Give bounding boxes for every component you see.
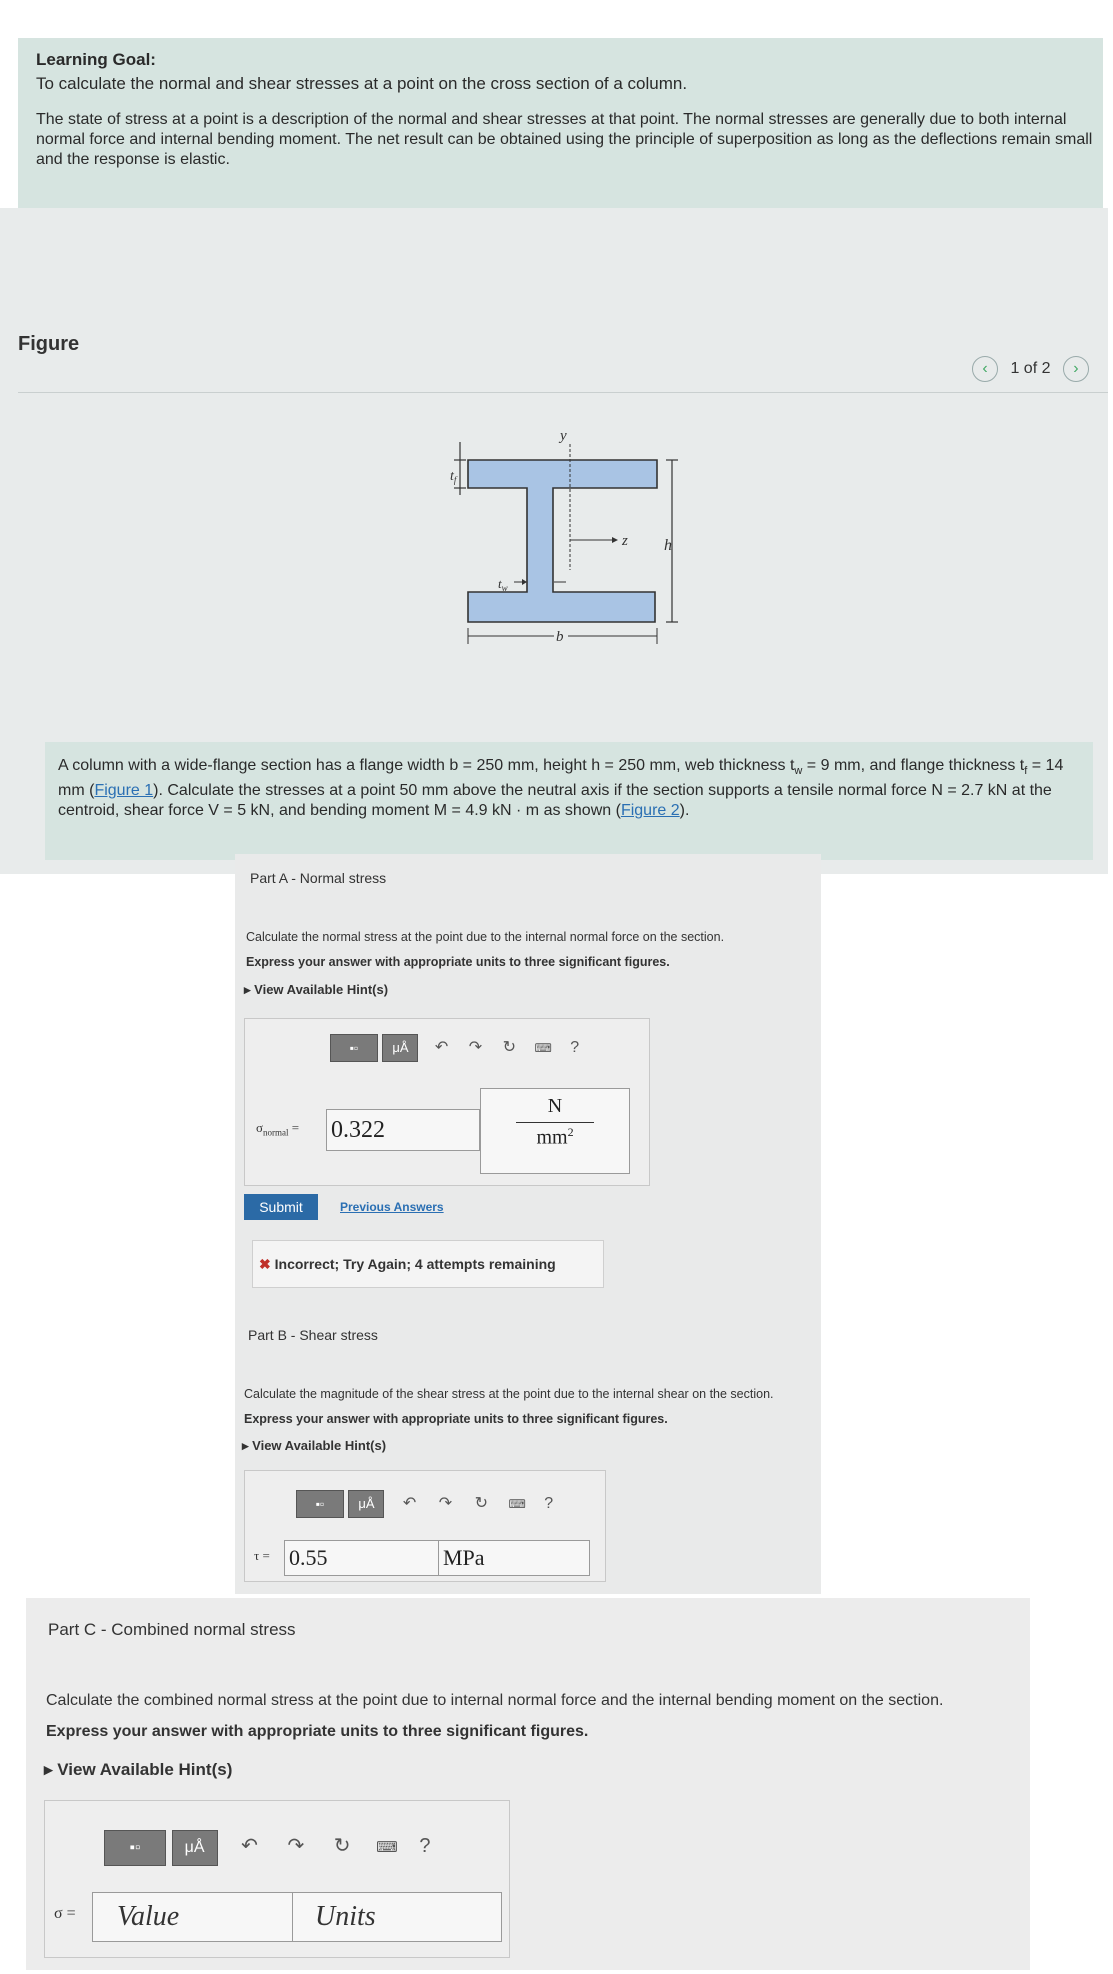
part-b-unit-input[interactable]: MPa — [438, 1540, 590, 1576]
learning-goal-title: Learning Goal: — [36, 50, 156, 69]
help-icon[interactable]: ? — [544, 1495, 554, 1512]
figure-2-link[interactable]: Figure 2 — [620, 802, 680, 820]
part-b-hint-toggle[interactable]: ▸ View Available Hint(s) — [242, 1438, 387, 1453]
part-a-title: Part A - Normal stress — [250, 870, 387, 886]
label-tf: $t_f$ — [450, 469, 457, 485]
undo-icon[interactable]: ↶ — [402, 1495, 417, 1512]
figure-counter: 1 of 2 — [1010, 360, 1051, 377]
units-mu-button[interactable]: μÅ — [382, 1034, 418, 1062]
part-c-unit-input[interactable]: Units — [292, 1892, 502, 1942]
problem-statement: A column with a wide-flange section has a flange width b = 250 mm, height h = 250 mm, web thickness $t_w = 9$ mm, and flange thickness $t_f = 14$ mm (Figure 1). Calculate the stresses at a point 50 mm above the neutral axis if the section supports a tensile normal force N = 2.7 kN at the centroid, shear force V = 5 kN, and bending moment M = 4.9 kN · m as shown (Figure 2). — [58, 757, 1064, 820]
caret-right-icon: ▸ — [242, 1438, 253, 1453]
part-b-instruction-bold: Express your answer with appropriate units to three significant figures. — [244, 1412, 668, 1426]
feedback-box: ✖ Incorrect; Try Again; 4 attempts remaining — [252, 1240, 604, 1288]
next-figure-button[interactable]: › — [1063, 356, 1089, 382]
help-icon[interactable]: ? — [419, 1835, 431, 1857]
submit-button[interactable]: Submit — [244, 1194, 318, 1220]
reset-icon[interactable]: ↻ — [474, 1495, 489, 1512]
label-b: b — [556, 629, 564, 645]
part-b-instruction: Calculate the magnitude of the shear stress at the point due to the internal shear on the section. — [244, 1387, 774, 1401]
template-icon[interactable]: ▪▫ — [104, 1830, 166, 1866]
part-c-toolbar — [104, 1830, 484, 1864]
part-b-toolbar — [296, 1490, 596, 1520]
redo-icon[interactable]: ↷ — [468, 1039, 483, 1056]
figure-label: Figure — [18, 333, 80, 355]
part-a-instruction-bold: Express your answer with appropriate units to three significant figures. — [246, 955, 670, 969]
learning-goal-paragraph: The state of stress at a point is a description of the normal and shear stresses at that point. The normal stresses are generally due to both internal normal force and internal bending moment. The net result can be obtained using the principle of superposition as long as the deflections remain small and the response is elastic. — [36, 111, 1093, 168]
keyboard-icon[interactable]: ⌨ — [508, 1497, 526, 1511]
part-c-title: Part C - Combined normal stress — [48, 1620, 296, 1639]
part-a-instruction: Calculate the normal stress at the point due to the internal normal force on the section. — [246, 930, 725, 944]
part-c-value-input[interactable]: Value — [92, 1892, 314, 1942]
help-icon[interactable]: ? — [570, 1039, 580, 1056]
part-c-hint-toggle[interactable]: ▸ View Available Hint(s) — [44, 1760, 233, 1779]
learning-goal-subtitle: To calculate the normal and shear stresses at a point on the cross section of a column. — [36, 74, 688, 93]
figure-divider — [18, 392, 1108, 393]
label-z: z — [622, 533, 628, 549]
wide-flange-figure — [430, 420, 710, 660]
part-b-title: Part B - Shear stress — [248, 1327, 378, 1343]
figure-navigation — [972, 356, 1102, 382]
label-tw: $t_w$ — [498, 576, 508, 593]
label-y: y — [560, 428, 567, 444]
template-icon[interactable]: ▪▫ — [296, 1490, 344, 1518]
incorrect-x-icon: ✖ — [259, 1256, 271, 1272]
figure-1-link[interactable]: Figure 1 — [94, 782, 154, 800]
redo-icon[interactable]: ↷ — [287, 1835, 305, 1857]
sigma-label: σ = — [54, 1905, 76, 1922]
template-icon[interactable]: ▪▫ — [330, 1034, 378, 1062]
part-a-hint-toggle[interactable]: ▸ View Available Hint(s) — [244, 982, 389, 997]
reset-icon[interactable]: ↻ — [502, 1039, 517, 1056]
previous-answers-link[interactable]: Previous Answers — [340, 1200, 444, 1214]
part-c-instruction: Calculate the combined normal stress at the point due to internal normal force and the internal bending moment on the section. — [46, 1692, 944, 1709]
part-a-unit-input[interactable]: N $mm^2$ — [480, 1088, 630, 1174]
i-beam-section — [468, 460, 657, 622]
undo-icon[interactable]: ↶ — [241, 1835, 258, 1857]
label-h: h — [664, 537, 672, 554]
caret-right-icon: ▸ — [244, 982, 255, 997]
units-mu-button[interactable]: μÅ — [348, 1490, 384, 1518]
reset-icon[interactable]: ↻ — [333, 1835, 351, 1857]
part-b-value-input[interactable]: 0.55 — [284, 1540, 440, 1576]
part-a-value-input[interactable]: 0.322 — [326, 1109, 480, 1151]
undo-icon[interactable]: ↶ — [434, 1039, 449, 1056]
keyboard-icon[interactable]: ⌨ — [376, 1839, 398, 1856]
units-mu-button[interactable]: μÅ — [172, 1830, 218, 1866]
redo-icon[interactable]: ↷ — [438, 1495, 453, 1512]
caret-right-icon: ▸ — [44, 1760, 58, 1779]
keyboard-icon[interactable]: ⌨ — [534, 1041, 552, 1055]
prev-figure-button[interactable]: ‹ — [972, 356, 998, 382]
sigma-normal-label: $\sigma_{normal}$ = — [256, 1120, 300, 1138]
tau-label: τ = — [254, 1548, 270, 1563]
part-c-instruction-bold: Express your answer with appropriate units to three significant figures. — [46, 1723, 589, 1740]
part-a-toolbar — [330, 1034, 630, 1064]
